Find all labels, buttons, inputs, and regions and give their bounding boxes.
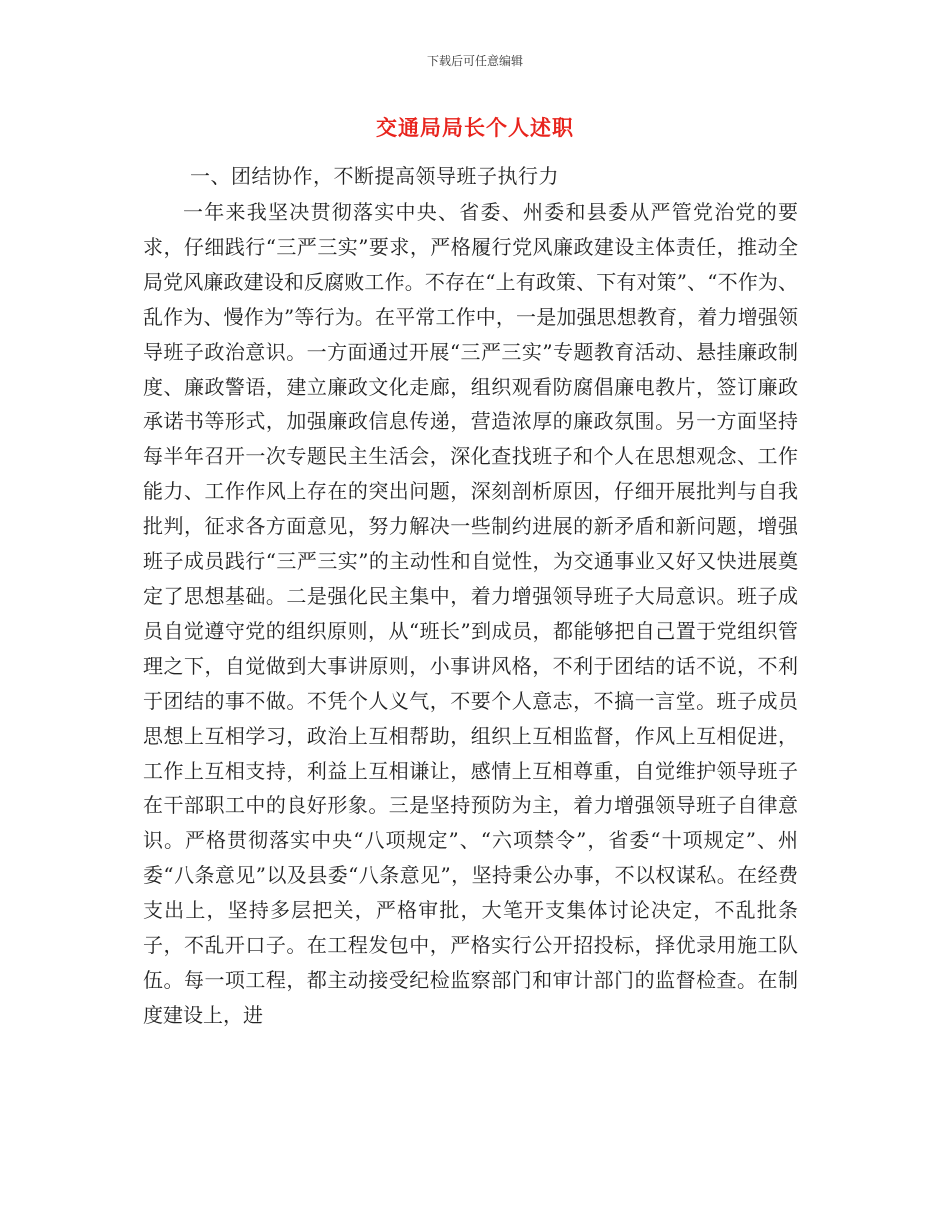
body-paragraph: 一年来我坚决贯彻落实中央、省委、州委和县委从严管党治党的要求，仔细践行“三严三实”要求，严格履行党风廉政建设主体责任，推动全局党风廉政建设和反腐败工作。不存在“上有政策、下有对策”、“不作为、乱作为、慢作为”等行为。在平常工作中，一是加强思想教育，着力增强领导班子政治意识。一方面通过开展“三严三实”专题教育活动、悬挂廉政制度、廉政警语，建立廉政文化走廊，组织观看防腐倡廉电教片，签订廉政承诺书等形式，加强廉政信息传递，营造浓厚的廉政氛围。另一方面坚持每半年召开一次专题民主生活会，深化查找班子和个人在思想观念、工作能力、工作作风上存在的突出问题，深刻剖析原因，仔细开展批判与自我批判，征求各方面意见，努力解决一些制约进展的新矛盾和新问题，增强班子成员践行“三严三实”的主动性和自觉性，为交通事业又好又快进展奠定了思想基础。二是强化民主集中，着力增强领导班子大局意识。班子成员自觉遵守党的组织原则，从“班长”到成员，都能够把自己置于党组织管理之下，自觉做到大事讲原则，小事讲风格，不利于团结的话不说，不利于团结的事不做。不凭个人义气，不要个人意志，不搞一言堂。班子成员思想上互相学习，政治上互相帮助，组织上互相监督，作风上互相促进，工作上互相支持，利益上互相谦让，感情上互相尊重，自觉维护领导班子在干部职工中的良好形象。三是坚持预防为主，着力增强领导班子自律意识。严格贯彻落实中央“八项规定”、“六项禁令”，省委“十项规定”、州委“八条意见”以及县委“八条意见”，坚持秉公办事，不以权谋私。在经费支出上，坚持多层把关，严格审批，大笔开支集体讨论决定，不乱批条子，不乱开口子。在工程发包中，严格实行公开招投标，择优录用施工队伍。每一项工程，都主动接受纪检监察部门和审计部门的监督检查。在制度建设上，进 xyxy=(143,200,798,1027)
document-title: 交通局局长个人述职 xyxy=(376,116,574,140)
header-note: 下载后可任意编辑 xyxy=(426,54,523,68)
section-heading: 一、团结协作，不断提高领导班子执行力 xyxy=(190,164,559,188)
